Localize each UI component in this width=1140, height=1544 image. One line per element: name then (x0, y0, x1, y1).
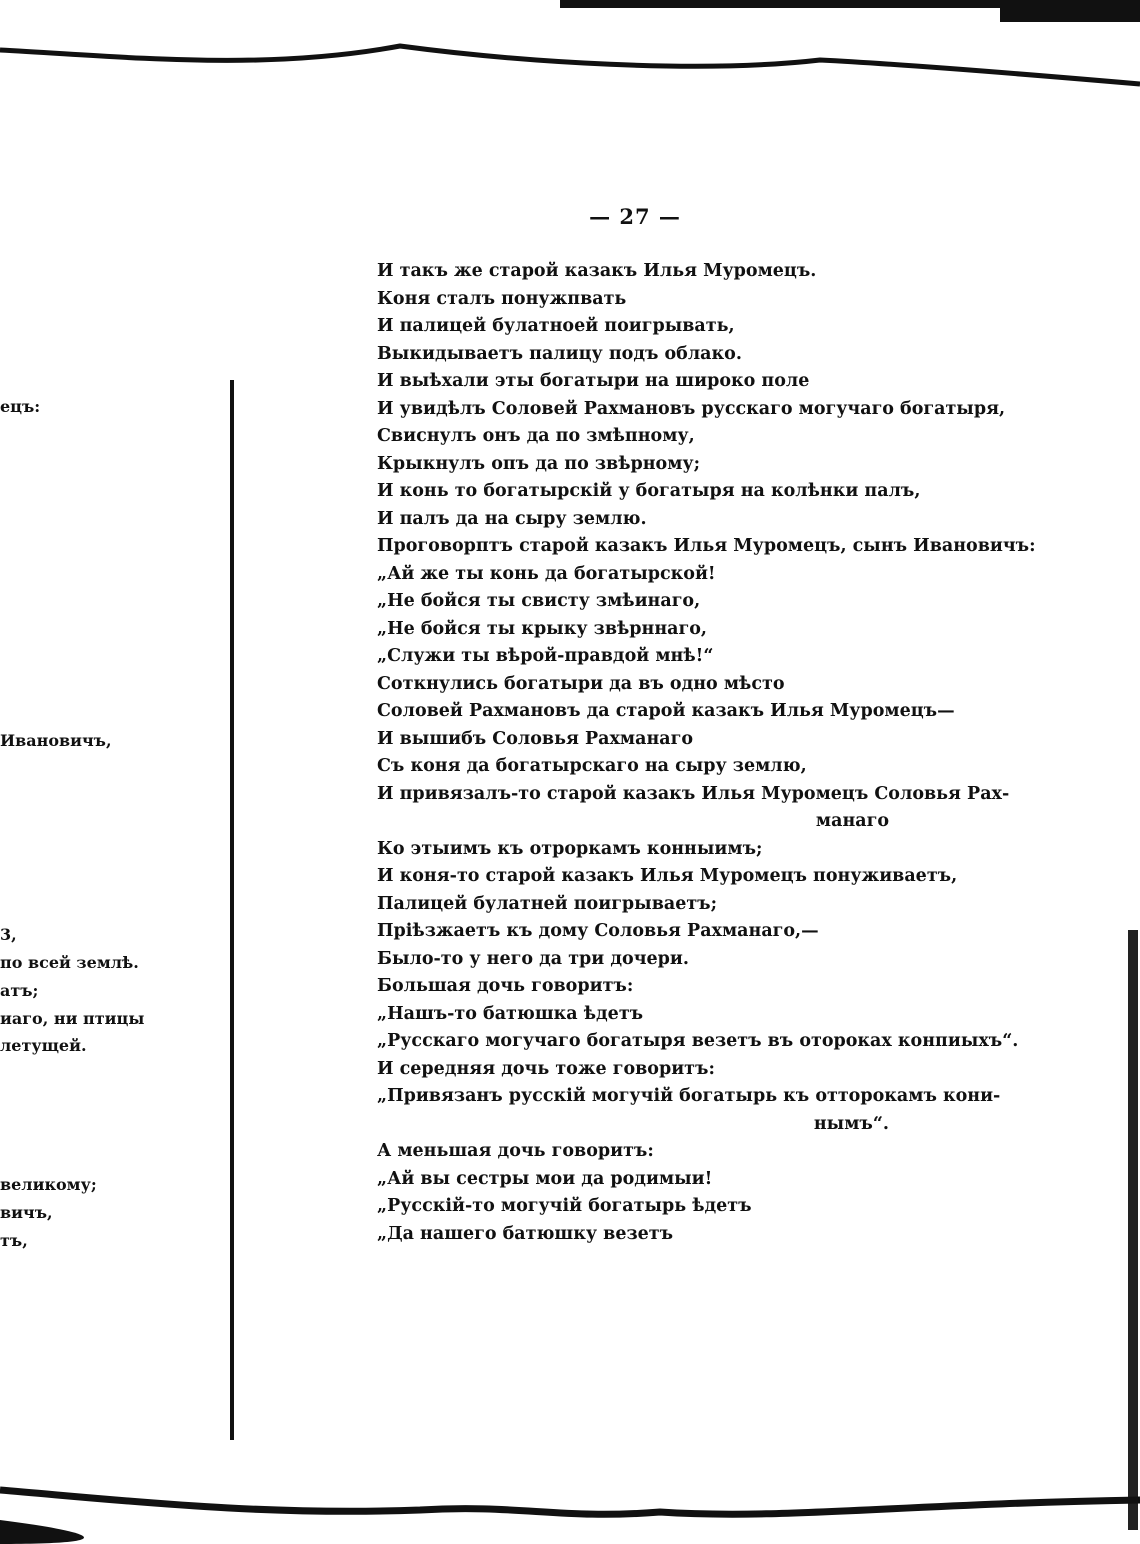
poem-line: Пріѣзжаетъ къ дому Соловья Рахманаго,— (377, 921, 819, 941)
poem-line: И палъ да на сыру землю. (377, 508, 647, 529)
poem-line: И привязалъ-то старой казакъ Илья Муромецъ Соловья Рах- (377, 783, 1010, 804)
right-page-edge (1128, 930, 1138, 1530)
poem-line: И коня-то старой казакъ Илья Муромецъ понуживаетъ, (377, 866, 958, 886)
poem-line: „Русскаго могучаго богатыря везетъ въ отороках конпиыхъ“. (377, 1031, 1019, 1051)
poem-line: „Ай вы сестры мои да родимыи! (377, 1168, 713, 1189)
poem-line: Соткнулись богатыри да въ одно мѣсто (377, 673, 785, 694)
facing-page-fragment: летущей. (0, 1036, 87, 1056)
facing-page-fragment: атъ; (0, 980, 39, 1000)
poem-line: „Не бойся ты крыку звѣрннаго, (377, 618, 707, 639)
poem-line: „Служи ты вѣрой-правдой мнѣ!“ (377, 646, 714, 666)
poem-line: И увидѣлъ Соловей Рахмановъ русскаго могучаго богатыря, (377, 398, 1006, 419)
poem-line: И середняя дочь тоже говоритъ: (377, 1058, 715, 1079)
poem-line: „Не бойся ты свисту змѣинаго, (377, 591, 701, 611)
facing-page-fragment: тъ, (0, 1231, 28, 1250)
facing-page-fragment: 3, (0, 925, 17, 945)
facing-page-fragment: великому; (0, 1175, 97, 1195)
poem-line: И конь то богатырскій у богатыря на колѣнки палъ, (377, 481, 921, 501)
poem-line: Было-то у него да три дочери. (377, 948, 689, 969)
bottom-edge-artifact (0, 1460, 1140, 1544)
top-edge-artifact (0, 0, 1140, 90)
page-number: — 27 — (589, 204, 681, 229)
poem-line: И вышибъ Соловья Рахманаго (377, 728, 693, 749)
poem-line: „Привязанъ русскій могучій богатырь къ отторокамъ кони- (377, 1086, 1001, 1106)
poem-line: „Русскій-то могучій богатырь ѣдетъ (377, 1196, 752, 1216)
poem-line: „Да нашего батюшку везетъ (377, 1223, 674, 1244)
poem-line: Съ коня да богатырскаго на сыру землю, (377, 756, 807, 776)
facing-page-fragment: иаго, ни птицы (0, 1008, 145, 1028)
poem-line: И такъ же старой казакъ Илья Муромецъ. (377, 261, 817, 281)
poem-text-block (377, 258, 1036, 1248)
poem-line: Ко этыимъ къ отроркамъ конныимъ; (377, 838, 763, 859)
poem-line: „Ай же ты конь да богатырской! (377, 563, 716, 584)
facing-page-fragment: вичъ, (0, 1203, 53, 1223)
poem-line-continuation: нымъ“. (813, 1113, 889, 1134)
poem-line: Коня сталъ понужпвать (377, 288, 627, 309)
poem-line: Свиснулъ онъ да по змѣпному, (377, 426, 695, 446)
poem-line: А меньшая дочь говоритъ: (377, 1141, 654, 1161)
gutter-line (230, 380, 234, 1440)
facing-page-fragment: Ивановичъ, (0, 730, 112, 750)
poem-line: Выкидываетъ палицу подъ облако. (377, 343, 742, 364)
poem-line-continuation: манаго (815, 811, 889, 831)
poem-line: И палицей булатноей поигрывать, (377, 316, 735, 336)
poem-line: Большая дочь говоритъ: (377, 976, 634, 996)
poem-line: Соловей Рахмановъ да старой казакъ Илья Муромецъ— (377, 701, 955, 721)
poem-line: Палицей булатней поигрываетъ; (377, 893, 718, 914)
poem-line: Проговорптъ старой казакъ Илья Муромецъ, сынъ Ивановичъ: (377, 536, 1036, 556)
facing-page-fragment: ецъ: (0, 397, 41, 416)
poem-line: „Нашъ-то батюшка ѣдетъ (377, 1003, 644, 1024)
poem-line: И выѣхали эты богатыри на широко поле (377, 371, 810, 391)
facing-page-fragment: по всей землѣ. (0, 953, 139, 972)
poem-line: Крыкнулъ опъ да по звѣрному; (377, 453, 701, 474)
